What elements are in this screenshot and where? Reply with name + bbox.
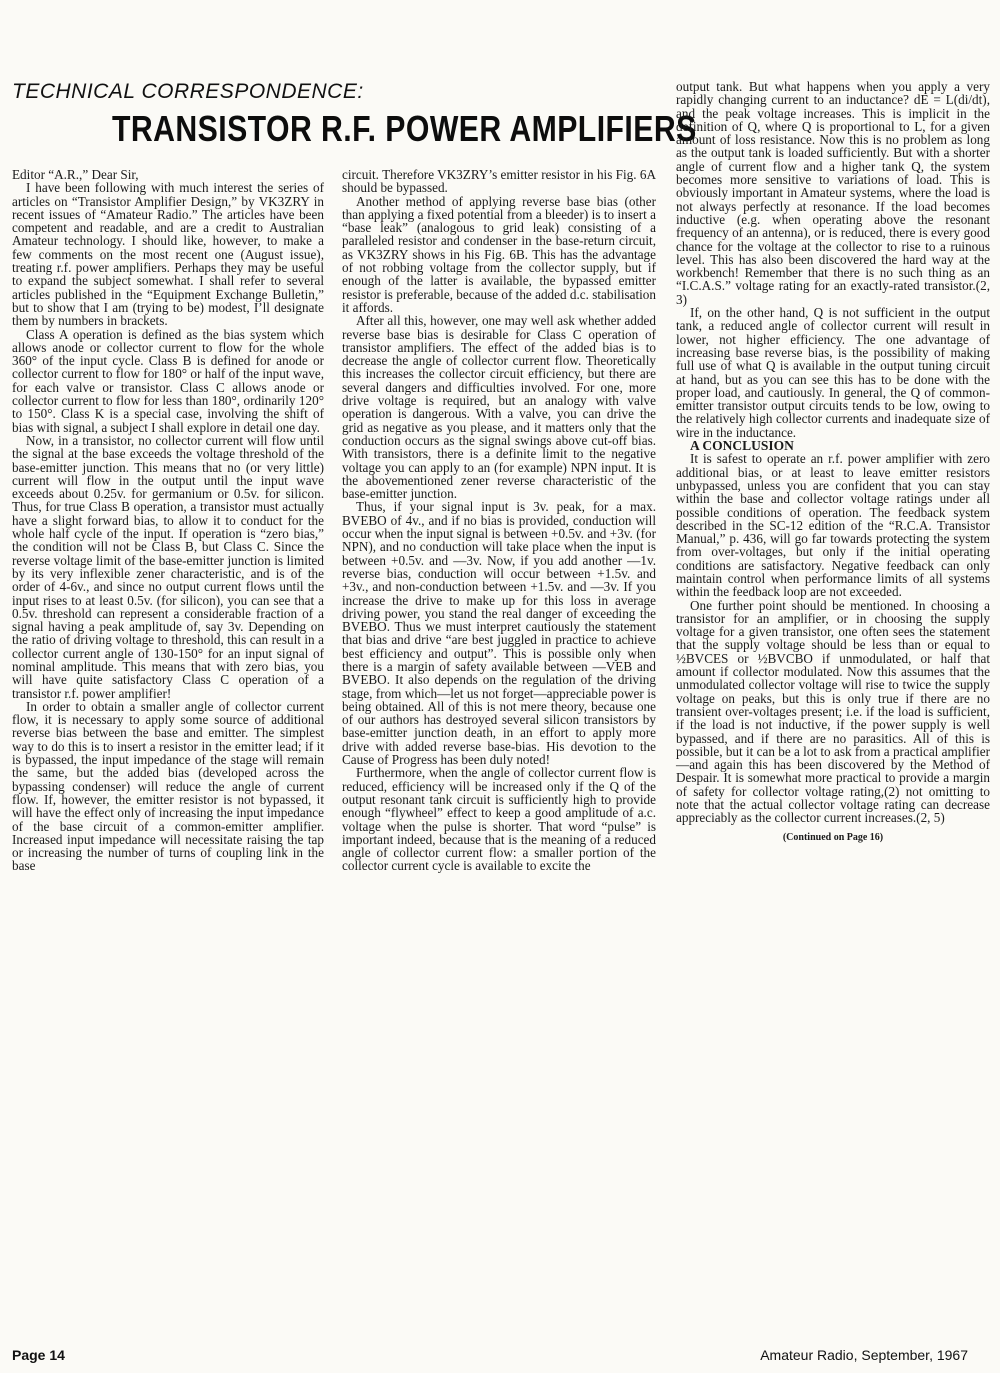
paragraph: Furthermore, when the angle of collector current flow is reduced, efficiency will be increased only if the Q of the output resonant tank circuit is sufficiently high to provide enough “flywheel” effect to keep a good amplitude of a.c. voltage when the pulse is shorter. That word “pulse” is important indeed, because that is the meaning of a reduced angle of collector current flow: a smaller portion of the collector current cycle is available to excite the	[342, 765, 656, 874]
salutation: Editor “A.R.,” Dear Sir,	[12, 167, 139, 182]
section-kicker: TECHNICAL CORRESPONDENCE:	[12, 80, 364, 103]
section-subhead: A CONCLUSION	[690, 438, 794, 454]
paragraph: After all this, however, one may well ask whether added reverse base bias is desirable for Class C operation of transistor amplifiers. The effect of the added bias is to decrease the angle of collector current flow. Theoretically this increases the collector circuit efficiency, but there are several dangers and difficulties involved. For one, more drive voltage is required, but an analogy with valve operation is dangerous. With a valve, you can drive the grid as negative as you please, and it matters only that the conduction occurs as the signal swings above cut-off bias. With transistors, there is a definite limit to the negative voltage you can apply to an (for example) NPN input. It is the abovementioned zener reverse characteristic of the base-emitter junction.	[342, 313, 656, 502]
paragraph: One further point should be mentioned. In choosing a transistor for an amplifier, or in choosing the supply voltage for a given transistor, one often sees the statement that the supply voltage should be less than or equal to ½BVCES or ½BVCBO if unmodulated, or half that amount if collector modulated. Now this assumes that the unmodulated collector voltage will rise to twice the supply voltage on peaks, but this is only true if there are no transient over-voltages present; i.e. if the load is sufficient, if the load is not inductive, if the power supply is well bypassed, and if there are no parasitics. All of this is possible, but it can be a lot to ask from a practical amplifier—and again this has been discovered by the Method of Despair. It is somewhat more practical to provide a margin of safety for collector voltage rating,(2) not omitting to note that the actual collector voltage rating can decrease appreciably as the collector current increases.(2, 5)	[676, 597, 990, 826]
paragraph: I have been following with much interest the series of articles on “Transistor Amplifier Design,” by VK3ZRY in recent issues of “Amateur Radio.” The articles have been competent and readable, and are a credit to Australian Amateur technology. I should like, however, to make a few comments on the most recent one (August issue), treating r.f. power amplifiers. Perhaps they may be useful to expand the subject somewhat. I shall refer to several articles published in the “Equipment Exchange Bulletin,” but to show that I am (trying to be) modest, I’ll designate them by numbers in brackets.	[12, 180, 324, 329]
text-column-3	[676, 80, 990, 844]
paragraph: Class A operation is defined as the bias system which allows anode or collector current to flow for the whole 360° of the input cycle. Class B is defined for anode or collector current to flow for 180° or half of the input wave, for each valve or transistor. Class C allows anode or collector current to flow for less than 180°, ordinarily 120° to 150°. Class K is a special case, involving the shift of bias with signal, a subject I shall explore in detail one day.	[12, 326, 324, 435]
paragraph: Now, in a transistor, no collector current will flow until the signal at the base exceeds the voltage threshold of the base-emitter junction. This means that no (or very little) current will flow in the output until the input wave exceeds about 0.25v. for germanium or 0.5v. for silicon. Thus, for true Class B operation, a transistor must actually have a slight forward bias, to allow it to conduct for the whole half cycle of the input. If operation is “zero bias,” the condition will not be Class B, but Class C. Since the reverse voltage limit of the base-emitter junction is limited by its very inflexible zener characteristic, and is of the order of 4-6v., and since no output current flows until the input rises to at least 0.5v. (for silicon), you can see that a 0.5v. threshold can represent a considerable fraction of a signal having a peak amplitude of, say 3v. Depending on the ratio of driving voltage to threshold, this can result in a collector current angle of 130-150° for an input signal of nominal amplitude. This means that with zero bias, you will have quite satisfactory Class C operation of a transistor r.f. power amplifier!	[12, 432, 324, 701]
article-title: TRANSISTOR R.F. POWER AMPLIFIERS	[112, 108, 697, 149]
paragraph: output tank. But what happens when you apply a very rapidly changing current to an inductance? dE = L(di/dt), and the peak voltage increases. This is implicit in the definition of Q, where Q is proportional to L, for a given amount of loss resistance. Now this is no problem as long as the output tank is loaded sufficiently. But with a shorter angle of current flow and a higher tank Q, the system becomes more sensitive to variations of load. This is obviously important in Amateur systems, where the load is not always perfectly at resonance. If the load becomes inductive (e.g. when operating above the resonant frequency of an antenna), or is reduced, there is every good chance for the voltage at the collector to rise to a ruinous level. This has also been discovered the hard way at the workbench! Remember that there is no such thing as an “I.C.A.S.” voltage rating for an exactly-rated transistor.(2, 3)	[676, 79, 990, 307]
page-number: Page 14	[12, 1347, 65, 1363]
paragraph: Thus, if your signal input is 3v. peak, for a max. BVEBO of 4v., and if no bias is provided, conduction will occur when the input signal is between +0.5v. and +3v. (for NPN), and no conduction will take place when the input is between +0.5v. and —3v. Now, if you add another —1v. reverse bias, conduction will occur between +1.5v. and +3v., and non-conduction between +1.5v. and —3v. If you increase the drive to make up for this loss in average driving power, you stand the real danger of exceeding the BVEBO. Thus we must interpret cautiously the statement that bias and drive “are best juggled in practice to achieve best efficiency and output”. This is possible only when there is a margin of safety available between —VEB and BVEBO. It also depends on the regulation of the driving stage, from which—let us not forget—appreciable power is being obtained. All of this is not mere theory, because one of our authors has destroyed several silicon transistors by base-emitter junction death, in an effort to apply more drive with added reverse base-bias. His devotion to the Cause of Progress has been duly noted!	[342, 499, 656, 768]
paragraph: circuit. Therefore VK3ZRY’s emitter resistor in his Fig. 6A should be bypassed.	[342, 167, 656, 196]
paragraph: Another method of applying reverse base bias (other than applying a fixed potential from a bleeder) is to insert a “base leak” (analogous to grid leak) consisting of a paralleled resistor and condenser in the base-return circuit, as VK3ZRY shows in his Fig. 6B. This has the advantage of not robbing voltage from the collector supply, but if enough of the latter is available, the bypassed emitter resistor is preferable, because of the added d.c. stabilisation it affords.	[342, 193, 656, 315]
text-column-1	[12, 168, 324, 873]
paragraph: If, on the other hand, Q is not sufficient in the output tank, a reduced angle of collector current will result in lower, not higher efficiency. The one advantage of increasing base reverse bias, is the possibility of making full use of what Q is available in the output tuning circuit at hand, but as you can see this has to be done with the proper load, and cautiously. In general, the Q of common-emitter transistor output circuits tends to be low, owing to the relatively high collector currents and inadequate size of wire in the inductance.	[676, 305, 990, 440]
paragraph: In order to obtain a smaller angle of collector current flow, it is necessary to apply some source of additional reverse bias between the base and emitter. The simplest way to do this is to insert a resistor in the emitter lead; if it is bypassed, the input impedance of the stage will remain the same, but the added bias (developed across the bypassing condenser) will reduce the angle of current flow. If, however, the emitter resistor is not bypassed, it will have the effect only of increasing the input impedance of the base circuit of a common-emitter amplifier. Increased input impedance will necessitate raising the tap or increasing the number of turns of coupling link in the base	[12, 698, 324, 874]
continued-note: (Continued on Page 16)	[782, 831, 884, 843]
publication-line: Amateur Radio, September, 1967	[760, 1347, 968, 1363]
text-column-2	[342, 168, 656, 873]
paragraph: It is safest to operate an r.f. power amplifier with zero additional bias, or at least to leave emitter resistors unbypassed, unless you are confident that you can stay within the base and collector voltage ratings under all possible conditions of operation. The feedback system described in the SC-12 edition of the “R.C.A. Transistor Manual,” p. 436, will go far towards protecting the system from over-voltages, but only if the initial operating conditions are satisfactory. Negative feedback can only maintain control when performance limits of all systems within the feedback loop are not exceeded.	[676, 451, 990, 600]
